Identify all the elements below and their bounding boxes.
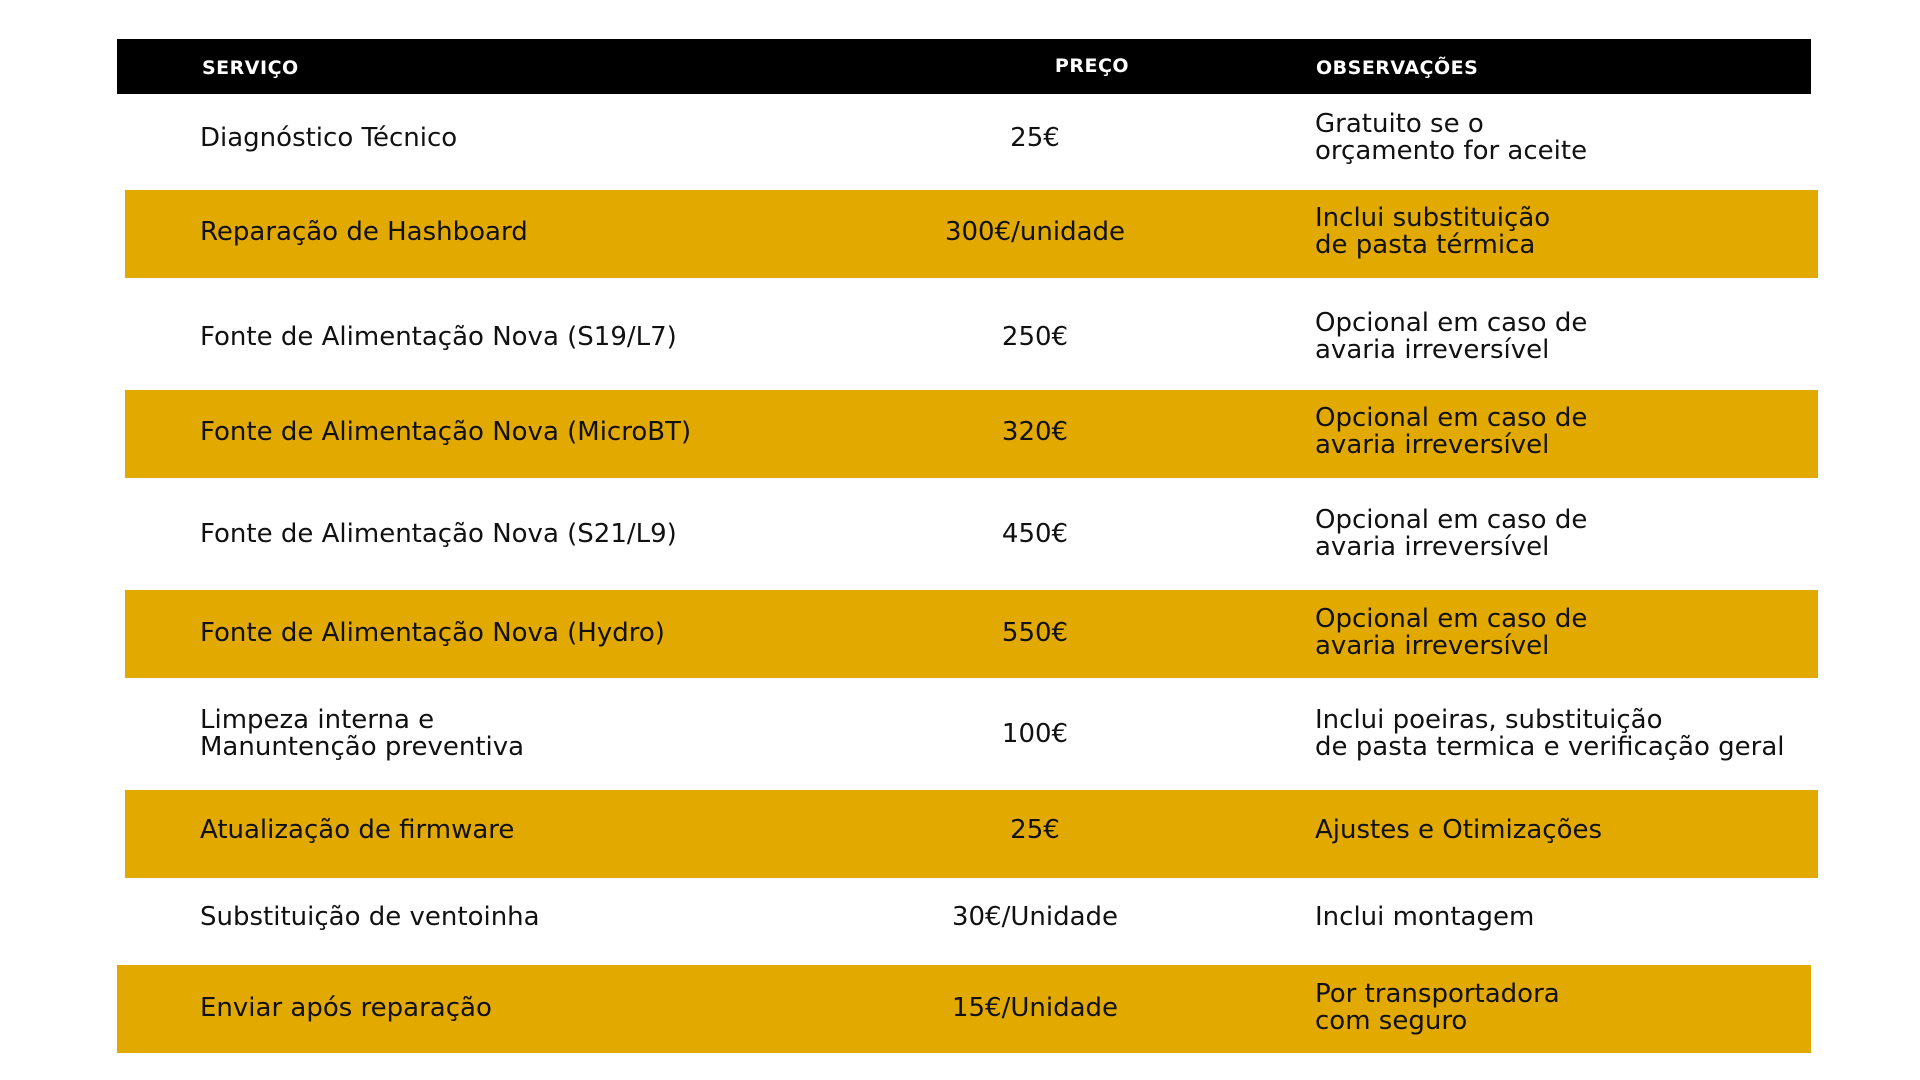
price-cell: 25€ bbox=[1010, 815, 1060, 845]
notes-cell bbox=[1315, 405, 1587, 459]
price-cell: 15€/Unidade bbox=[951, 993, 1119, 1023]
price-cell: 300€/unidade bbox=[944, 217, 1126, 247]
service-cell-line: Fonte de Alimentação Nova (Hydro) bbox=[200, 617, 665, 648]
notes-cell-line: Opcional em caso de bbox=[1315, 604, 1588, 634]
notes-cell-line: de pasta termica e verificação geral bbox=[1315, 732, 1785, 762]
price-cell: 550€ bbox=[1001, 618, 1069, 648]
service-cell-line: Limpeza interna e bbox=[200, 705, 435, 735]
service-cell bbox=[200, 321, 677, 352]
notes-cell-line: Opcional em caso de bbox=[1315, 308, 1588, 338]
service-cell-line: Atualização de firmware bbox=[200, 814, 515, 845]
notes-cell-line: Opcional em caso de bbox=[1315, 403, 1588, 433]
price-cell: 30€/Unidade bbox=[951, 902, 1119, 932]
notes-cell-line: Inclui poeiras, substituição bbox=[1315, 705, 1663, 735]
notes-cell-line: Ajustes e Otimizações bbox=[1315, 814, 1603, 845]
service-cell bbox=[200, 122, 458, 153]
notes-cell-line: avaria irreversível bbox=[1315, 532, 1550, 562]
notes-cell bbox=[1315, 606, 1587, 660]
price-cell: 25€ bbox=[1010, 123, 1060, 153]
service-cell-line: Diagnóstico Técnico bbox=[200, 122, 458, 153]
service-cell-line: Fonte de Alimentação Nova (S19/L7) bbox=[200, 321, 677, 352]
notes-cell bbox=[1315, 205, 1550, 259]
service-cell-line: Fonte de Alimentação Nova (MicroBT) bbox=[200, 416, 692, 447]
notes-cell bbox=[1315, 814, 1603, 845]
notes-cell-line: avaria irreversível bbox=[1315, 430, 1550, 460]
service-cell bbox=[200, 992, 492, 1023]
notes-cell-line: Por transportadora bbox=[1315, 979, 1560, 1009]
service-cell-line: Manuntenção preventiva bbox=[200, 732, 525, 762]
price-cell: 100€ bbox=[1001, 719, 1069, 749]
notes-cell-line: avaria irreversível bbox=[1315, 335, 1550, 365]
service-cell bbox=[200, 617, 665, 648]
table-header bbox=[117, 39, 1811, 94]
header-service: SERVIÇO bbox=[202, 57, 299, 79]
price-cell: 450€ bbox=[1001, 519, 1069, 549]
notes-cell-line: Opcional em caso de bbox=[1315, 505, 1588, 535]
notes-cell-line: de pasta térmica bbox=[1315, 230, 1536, 260]
notes-cell-line: Gratuito se o bbox=[1315, 109, 1484, 139]
notes-cell bbox=[1315, 310, 1587, 364]
notes-cell bbox=[1315, 901, 1535, 932]
notes-cell bbox=[1315, 507, 1587, 561]
price-cell: 250€ bbox=[1001, 322, 1069, 352]
price-cell: 320€ bbox=[1001, 417, 1069, 447]
service-cell-line: Enviar após reparação bbox=[200, 992, 492, 1023]
notes-cell bbox=[1315, 707, 1785, 761]
service-cell bbox=[200, 707, 524, 761]
service-cell bbox=[200, 518, 677, 549]
header-notes: OBSERVAÇÕES bbox=[1316, 57, 1479, 79]
service-cell bbox=[200, 814, 515, 845]
service-cell-line: Reparação de Hashboard bbox=[200, 216, 528, 247]
service-cell bbox=[200, 216, 528, 247]
notes-cell bbox=[1315, 111, 1587, 165]
notes-cell-line: orçamento for aceite bbox=[1315, 136, 1588, 166]
notes-cell bbox=[1315, 981, 1560, 1035]
notes-cell-line: Inclui montagem bbox=[1315, 901, 1535, 932]
service-cell-line: Fonte de Alimentação Nova (S21/L9) bbox=[200, 518, 677, 549]
service-cell bbox=[200, 901, 540, 932]
service-cell-line: Substituição de ventoinha bbox=[200, 901, 540, 932]
service-cell bbox=[200, 416, 692, 447]
notes-cell-line: com seguro bbox=[1315, 1006, 1468, 1036]
header-price: PREÇO bbox=[1054, 55, 1130, 77]
notes-cell-line: Inclui substituição bbox=[1315, 203, 1551, 233]
notes-cell-line: avaria irreversível bbox=[1315, 631, 1550, 661]
